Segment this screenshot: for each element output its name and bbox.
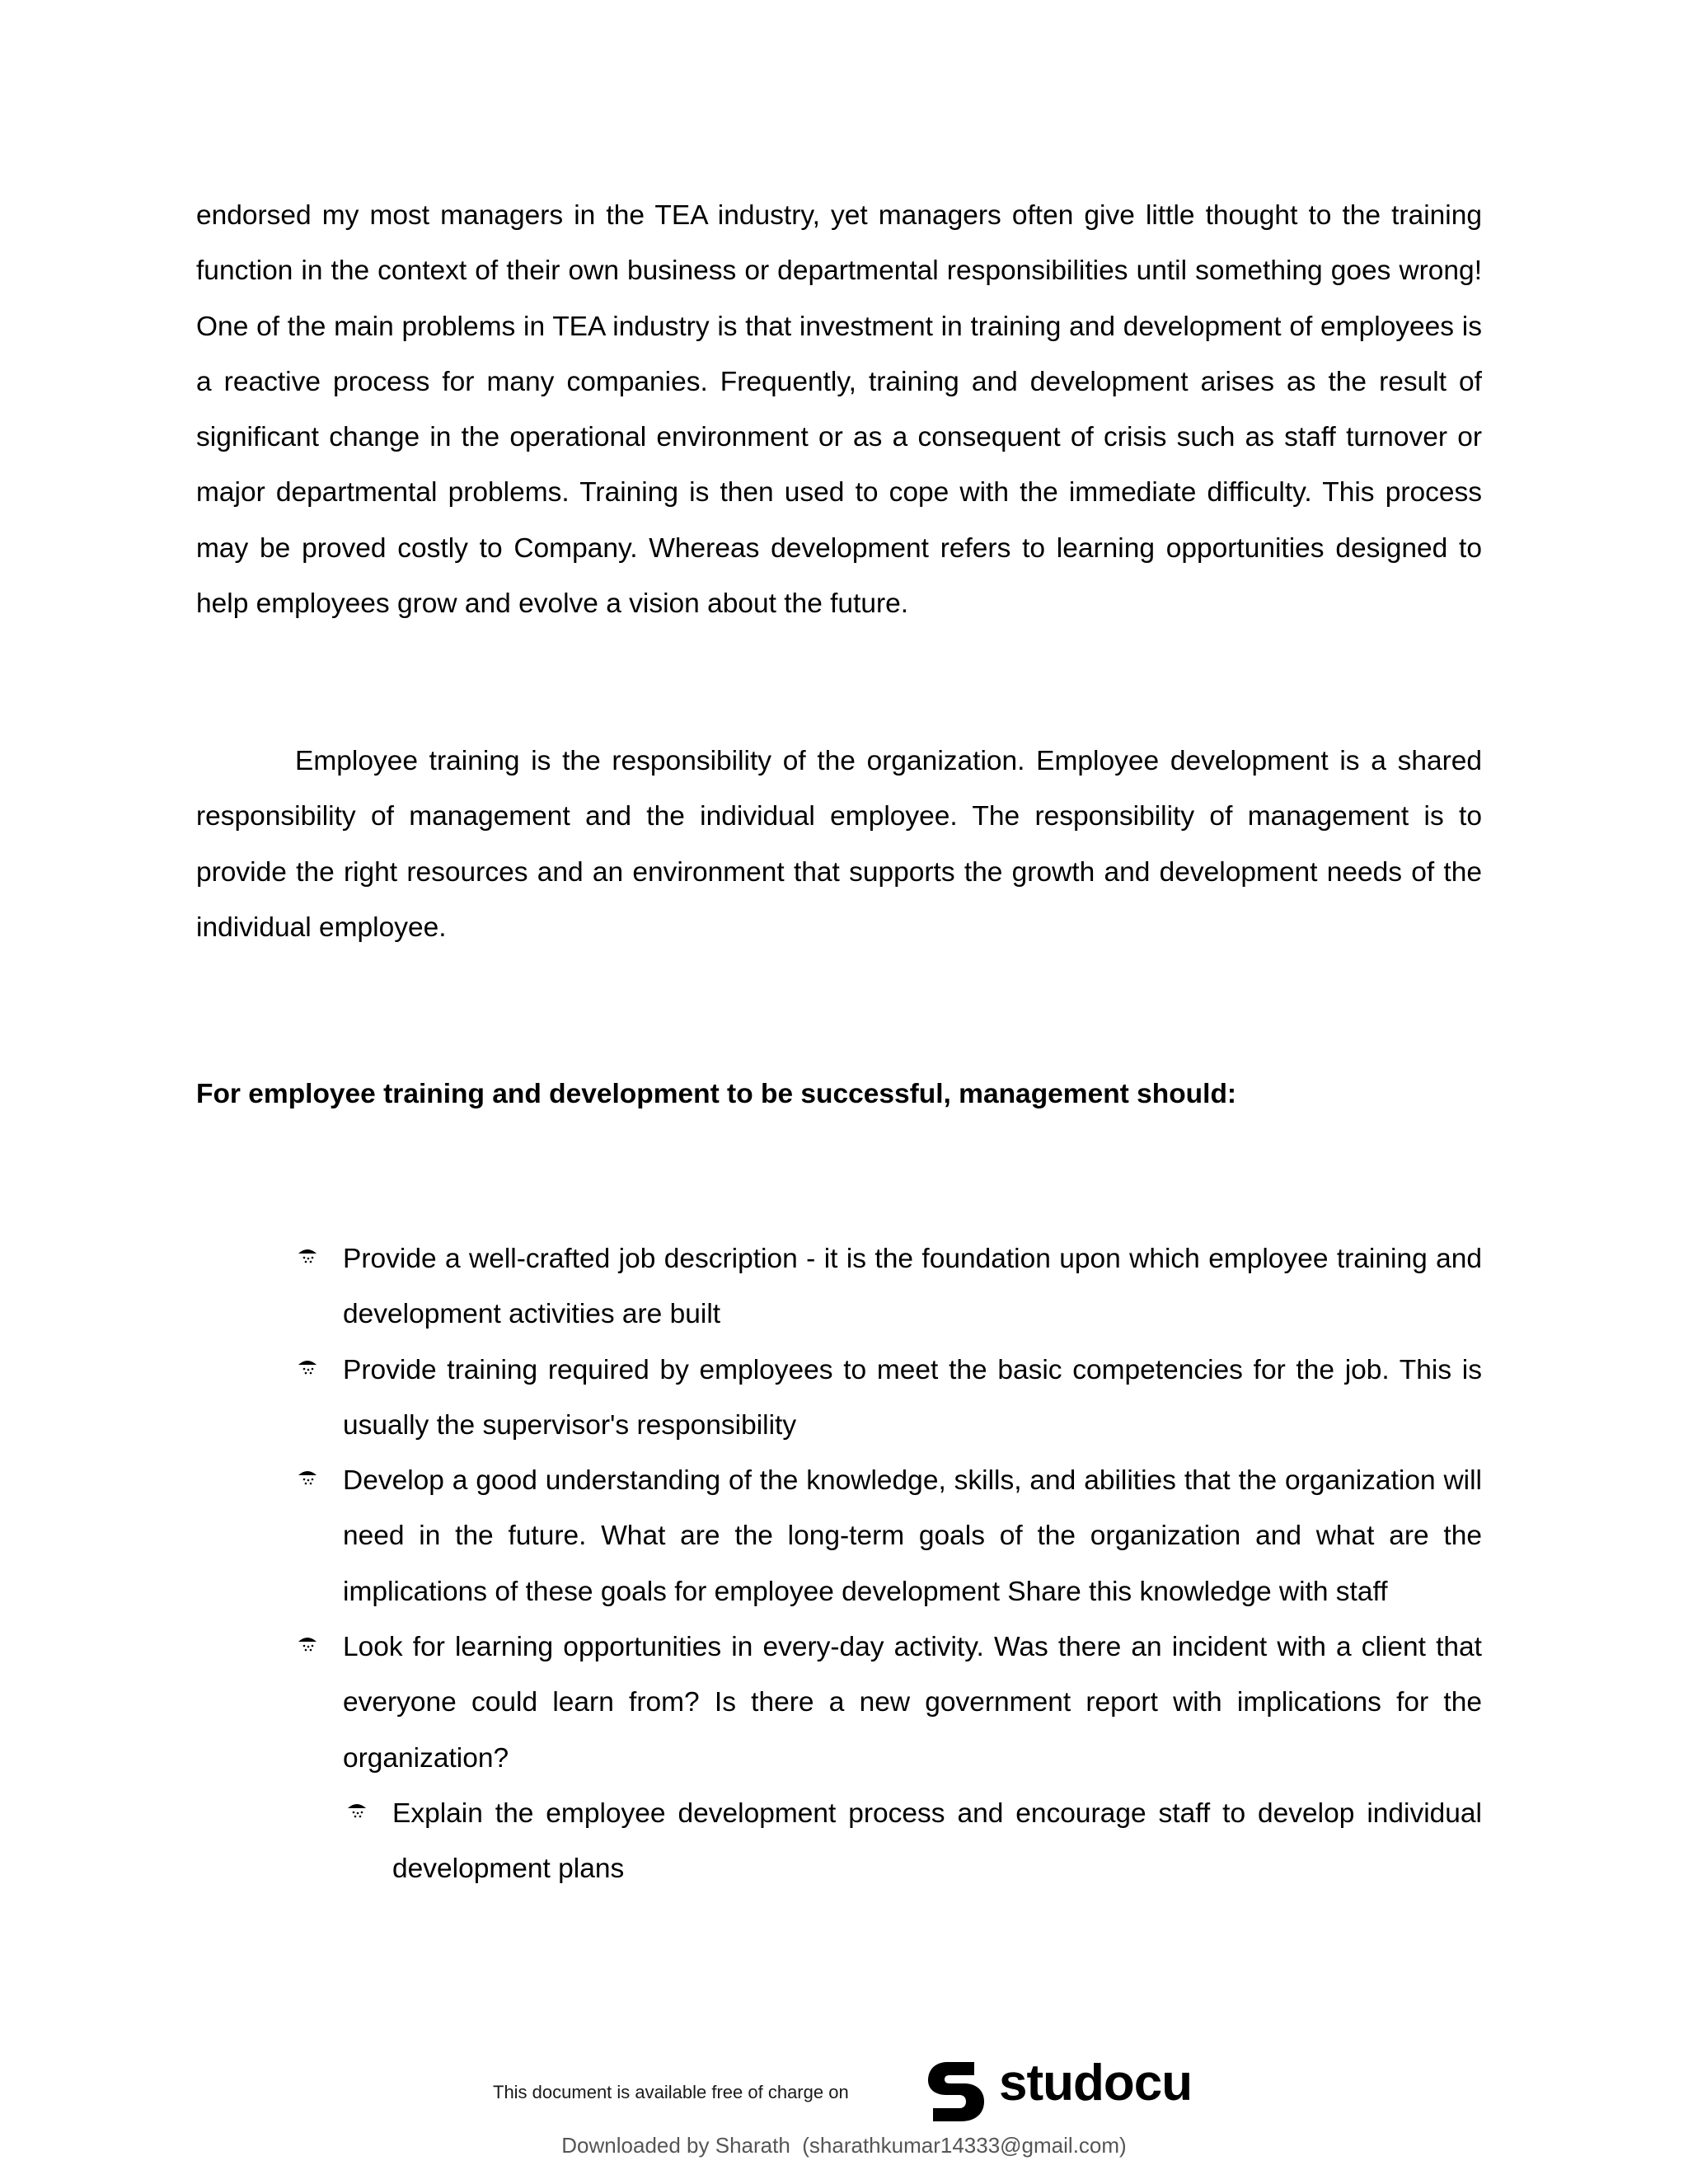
umbrella-rain-icon xyxy=(297,1356,318,1377)
section-heading: For employee training and development to be successful, management should: xyxy=(196,1079,1237,1109)
paragraph-training-context: endorsed my most managers in the TEA industry, yet managers often give little thought to the training function in the context of their own business or departmental responsibilities until something goes wrong! One of the main problems in TEA industry is that investment in training and development of employees is a reactive process for many companies. Frequently, training and development arises as the result of significant change in the operational environment or as a consequent of crisis such as staff turnover or major departmental problems. Training is then used to cope with the immediate difficulty. This process may be proved costly to Company. Whereas development refers to learning opportunities designed to help employees grow and evolve a vision about the future. xyxy=(196,200,1482,620)
list-item xyxy=(297,1231,1482,1343)
bullet-text: Develop a good understanding of the knowledge, skills, and abilities that the organization will need in the future. What are the long-term goals of the organization and what are the implications of these goals for employee development Share this knowledge with staff xyxy=(343,1465,1482,1607)
list-item xyxy=(297,1343,1482,1454)
list-item xyxy=(297,1453,1482,1619)
sub-list-item xyxy=(297,1786,1482,1897)
umbrella-rain-icon xyxy=(297,1466,318,1488)
studocu-logo-icon xyxy=(923,2057,989,2125)
umbrella-rain-icon xyxy=(297,1244,318,1266)
availability-notice: This document is available free of charge on xyxy=(493,2082,849,2102)
bullet-text: Provide training required by employees to meet the basic competencies for the job. This is usually the supervisor's responsibility xyxy=(343,1354,1482,1441)
paragraph-responsibility: Employee training is the responsibility of the organization. Employee development is a shared responsibility of management and the individual employee. The responsibility of management is to provide the right resources and an environment that supports the growth and development needs of the individual employee. xyxy=(196,746,1482,943)
umbrella-rain-icon xyxy=(346,1799,368,1821)
bullet-text: Look for learning opportunities in every-day activity. Was there an incident with a client that everyone could learn from? Is there a new government report with implications for the organization? xyxy=(343,1632,1482,1774)
download-attribution: Downloaded by Sharath (sharathkumar14333@gmail.com) xyxy=(561,2133,1127,2158)
list-item xyxy=(297,1619,1482,1786)
bullet-text: Provide a well-crafted job description - it is the foundation upon which employee training and development activities are built xyxy=(343,1244,1482,1330)
management-bullet-list xyxy=(297,1231,1482,1897)
sub-bullet-text: Explain the employee development process and encourage staff to develop individual development plans xyxy=(392,1797,1482,1885)
studocu-footer xyxy=(0,2052,1688,2184)
studocu-logo[interactable] xyxy=(923,2052,1203,2126)
studocu-logo-text: studocu xyxy=(999,2055,1193,2111)
umbrella-rain-icon xyxy=(297,1633,318,1654)
